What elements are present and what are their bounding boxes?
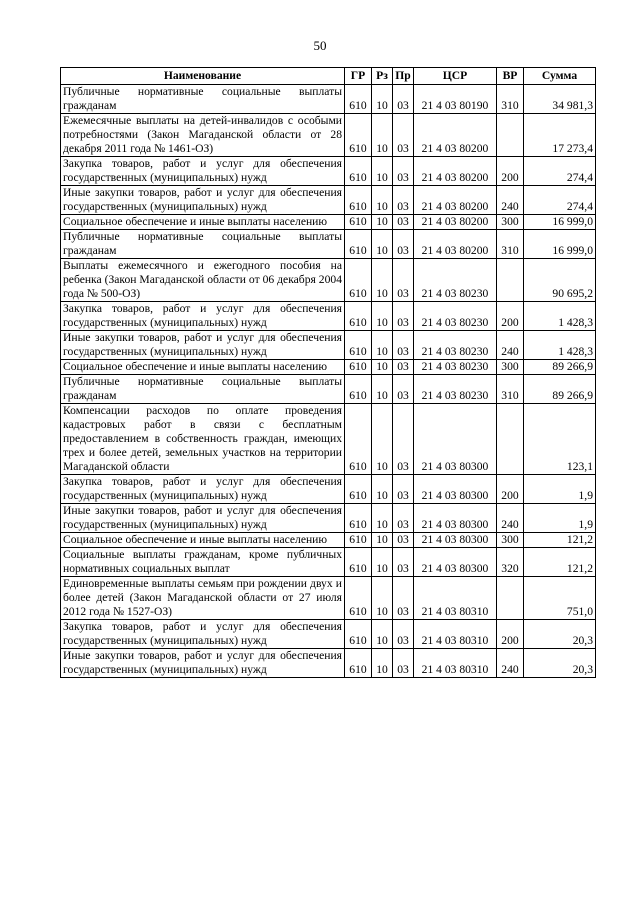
table-row — [61, 259, 596, 302]
cell-sum: 1,9 — [524, 504, 596, 533]
cell-name: Иные закупки товаров, работ и услуг для обеспечения государственных (муниципальных) нужд — [61, 504, 345, 533]
cell-csr: 21 4 03 80230 — [414, 360, 497, 375]
cell-vr: 310 — [497, 85, 524, 114]
header-vr: ВР — [497, 68, 524, 85]
cell-rz: 10 — [372, 504, 393, 533]
cell-vr: 200 — [497, 620, 524, 649]
cell-csr: 21 4 03 80230 — [414, 302, 497, 331]
cell-name: Закупка товаров, работ и услуг для обеспечения государственных (муниципальных) нужд — [61, 157, 345, 186]
cell-rz: 10 — [372, 259, 393, 302]
cell-csr: 21 4 03 80300 — [414, 533, 497, 548]
cell-gr: 610 — [345, 186, 372, 215]
cell-pr: 03 — [393, 331, 414, 360]
table-row — [61, 215, 596, 230]
cell-sum: 89 266,9 — [524, 375, 596, 404]
cell-sum: 1,9 — [524, 475, 596, 504]
cell-rz: 10 — [372, 548, 393, 577]
cell-pr: 03 — [393, 533, 414, 548]
cell-gr: 610 — [345, 114, 372, 157]
cell-sum: 121,2 — [524, 533, 596, 548]
table-row — [61, 620, 596, 649]
table-row — [61, 302, 596, 331]
cell-name: Иные закупки товаров, работ и услуг для обеспечения государственных (муниципальных) нужд — [61, 331, 345, 360]
table-body — [61, 85, 596, 678]
cell-vr: 240 — [497, 331, 524, 360]
cell-csr: 21 4 03 80230 — [414, 259, 497, 302]
cell-vr: 310 — [497, 230, 524, 259]
header-gr: ГР — [345, 68, 372, 85]
page-number: 50 — [313, 38, 327, 53]
cell-csr: 21 4 03 80190 — [414, 85, 497, 114]
cell-pr: 03 — [393, 649, 414, 678]
cell-name: Социальное обеспечение и иные выплаты населению — [61, 215, 345, 230]
cell-gr: 610 — [345, 577, 372, 620]
cell-csr: 21 4 03 80200 — [414, 186, 497, 215]
cell-vr: 310 — [497, 375, 524, 404]
cell-gr: 610 — [345, 230, 372, 259]
cell-csr: 21 4 03 80310 — [414, 577, 497, 620]
table-row — [61, 186, 596, 215]
budget-table — [60, 67, 596, 678]
table-row — [61, 360, 596, 375]
table-header-row — [61, 68, 596, 85]
header-rz: Рз — [372, 68, 393, 85]
cell-pr: 03 — [393, 302, 414, 331]
cell-csr: 21 4 03 80200 — [414, 215, 497, 230]
table-row — [61, 230, 596, 259]
cell-gr: 610 — [345, 85, 372, 114]
cell-pr: 03 — [393, 157, 414, 186]
cell-csr: 21 4 03 80300 — [414, 404, 497, 475]
table-row — [61, 331, 596, 360]
cell-sum: 1 428,3 — [524, 302, 596, 331]
cell-name: Публичные нормативные социальные выплаты гражданам — [61, 230, 345, 259]
header-name: Наименование — [61, 68, 345, 85]
cell-rz: 10 — [372, 360, 393, 375]
cell-vr — [497, 114, 524, 157]
cell-sum: 90 695,2 — [524, 259, 596, 302]
cell-gr: 610 — [345, 649, 372, 678]
cell-rz: 10 — [372, 533, 393, 548]
cell-name: Публичные нормативные социальные выплаты гражданам — [61, 85, 345, 114]
cell-gr: 610 — [345, 620, 372, 649]
cell-gr: 610 — [345, 259, 372, 302]
table-row — [61, 475, 596, 504]
cell-pr: 03 — [393, 114, 414, 157]
cell-csr: 21 4 03 80230 — [414, 375, 497, 404]
cell-csr: 21 4 03 80300 — [414, 475, 497, 504]
cell-pr: 03 — [393, 504, 414, 533]
cell-csr: 21 4 03 80310 — [414, 649, 497, 678]
table-row — [61, 577, 596, 620]
cell-gr: 610 — [345, 548, 372, 577]
cell-sum: 274,4 — [524, 157, 596, 186]
cell-gr: 610 — [345, 331, 372, 360]
cell-name: Единовременные выплаты семьям при рождении двух и более детей (Закон Магаданской области от 27 июля 2012 года № 1527-ОЗ) — [61, 577, 345, 620]
cell-name: Социальное обеспечение и иные выплаты населению — [61, 533, 345, 548]
cell-pr: 03 — [393, 230, 414, 259]
cell-csr: 21 4 03 80200 — [414, 114, 497, 157]
cell-vr: 200 — [497, 157, 524, 186]
cell-vr: 240 — [497, 186, 524, 215]
cell-pr: 03 — [393, 375, 414, 404]
cell-vr: 240 — [497, 504, 524, 533]
cell-rz: 10 — [372, 215, 393, 230]
cell-csr: 21 4 03 80300 — [414, 504, 497, 533]
cell-vr — [497, 577, 524, 620]
cell-name: Выплаты ежемесячного и ежегодного пособия на ребенка (Закон Магаданской области от 06 декабря 2004 года № 500-ОЗ) — [61, 259, 345, 302]
cell-pr: 03 — [393, 215, 414, 230]
cell-sum: 16 999,0 — [524, 215, 596, 230]
cell-name: Иные закупки товаров, работ и услуг для обеспечения государственных (муниципальных) нужд — [61, 649, 345, 678]
cell-csr: 21 4 03 80230 — [414, 331, 497, 360]
cell-name: Компенсации расходов по оплате проведения кадастровых работ в связи с бесплатным предоставлением в собственность граждан, имеющих трех и более детей, земельных участков на территории Магаданской области — [61, 404, 345, 475]
table-row — [61, 375, 596, 404]
cell-rz: 10 — [372, 186, 393, 215]
cell-pr: 03 — [393, 475, 414, 504]
cell-csr: 21 4 03 80200 — [414, 230, 497, 259]
header-pr: Пр — [393, 68, 414, 85]
cell-rz: 10 — [372, 577, 393, 620]
cell-rz: 10 — [372, 375, 393, 404]
table-row — [61, 533, 596, 548]
cell-rz: 10 — [372, 85, 393, 114]
cell-gr: 610 — [345, 475, 372, 504]
table-row — [61, 404, 596, 475]
cell-gr: 610 — [345, 533, 372, 548]
cell-pr: 03 — [393, 548, 414, 577]
cell-sum: 751,0 — [524, 577, 596, 620]
cell-vr: 240 — [497, 649, 524, 678]
cell-csr: 21 4 03 80310 — [414, 620, 497, 649]
table-row — [61, 504, 596, 533]
cell-name: Закупка товаров, работ и услуг для обеспечения государственных (муниципальных) нужд — [61, 620, 345, 649]
cell-vr — [497, 404, 524, 475]
cell-gr: 610 — [345, 215, 372, 230]
cell-pr: 03 — [393, 360, 414, 375]
cell-vr: 300 — [497, 533, 524, 548]
header-sum: Сумма — [524, 68, 596, 85]
cell-vr: 200 — [497, 475, 524, 504]
cell-sum: 274,4 — [524, 186, 596, 215]
cell-pr: 03 — [393, 404, 414, 475]
cell-rz: 10 — [372, 230, 393, 259]
header-csr: ЦСР — [414, 68, 497, 85]
cell-rz: 10 — [372, 114, 393, 157]
cell-pr: 03 — [393, 577, 414, 620]
table-row — [61, 85, 596, 114]
cell-pr: 03 — [393, 85, 414, 114]
cell-rz: 10 — [372, 404, 393, 475]
cell-gr: 610 — [345, 302, 372, 331]
cell-vr: 300 — [497, 215, 524, 230]
cell-rz: 10 — [372, 331, 393, 360]
cell-sum: 17 273,4 — [524, 114, 596, 157]
cell-sum: 20,3 — [524, 620, 596, 649]
cell-rz: 10 — [372, 157, 393, 186]
cell-sum: 20,3 — [524, 649, 596, 678]
cell-gr: 610 — [345, 157, 372, 186]
cell-name: Социальное обеспечение и иные выплаты населению — [61, 360, 345, 375]
cell-sum: 89 266,9 — [524, 360, 596, 375]
cell-vr: 300 — [497, 360, 524, 375]
cell-name: Ежемесячные выплаты на детей-инвалидов с особыми потребностями (Закон Магаданской области от 28 декабря 2011 года № 1461-ОЗ) — [61, 114, 345, 157]
cell-rz: 10 — [372, 649, 393, 678]
cell-sum: 123,1 — [524, 404, 596, 475]
cell-name: Закупка товаров, работ и услуг для обеспечения государственных (муниципальных) нужд — [61, 302, 345, 331]
cell-rz: 10 — [372, 302, 393, 331]
cell-sum: 34 981,3 — [524, 85, 596, 114]
cell-vr: 200 — [497, 302, 524, 331]
cell-gr: 610 — [345, 360, 372, 375]
cell-pr: 03 — [393, 620, 414, 649]
cell-pr: 03 — [393, 186, 414, 215]
cell-name: Иные закупки товаров, работ и услуг для обеспечения государственных (муниципальных) нужд — [61, 186, 345, 215]
table-row — [61, 649, 596, 678]
cell-pr: 03 — [393, 259, 414, 302]
cell-gr: 610 — [345, 404, 372, 475]
cell-rz: 10 — [372, 620, 393, 649]
cell-gr: 610 — [345, 504, 372, 533]
cell-name: Публичные нормативные социальные выплаты гражданам — [61, 375, 345, 404]
cell-sum: 121,2 — [524, 548, 596, 577]
cell-name: Социальные выплаты гражданам, кроме публичных нормативных социальных выплат — [61, 548, 345, 577]
table-row — [61, 157, 596, 186]
cell-sum: 1 428,3 — [524, 331, 596, 360]
cell-name: Закупка товаров, работ и услуг для обеспечения государственных (муниципальных) нужд — [61, 475, 345, 504]
table-row — [61, 548, 596, 577]
cell-sum: 16 999,0 — [524, 230, 596, 259]
cell-csr: 21 4 03 80300 — [414, 548, 497, 577]
cell-vr — [497, 259, 524, 302]
cell-csr: 21 4 03 80200 — [414, 157, 497, 186]
cell-rz: 10 — [372, 475, 393, 504]
table-row — [61, 114, 596, 157]
cell-vr: 320 — [497, 548, 524, 577]
cell-gr: 610 — [345, 375, 372, 404]
